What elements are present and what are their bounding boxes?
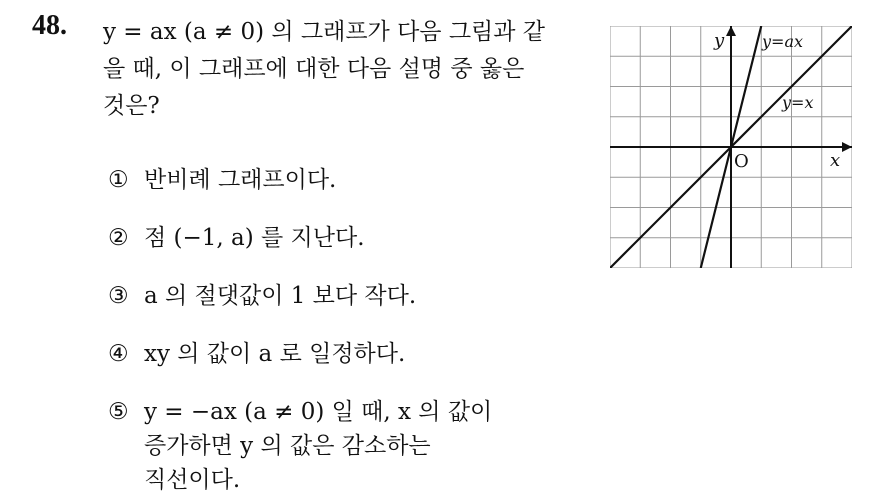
choice-2[interactable] bbox=[108, 221, 365, 255]
choice-1[interactable] bbox=[108, 163, 336, 197]
question-stem bbox=[103, 14, 583, 125]
choice-5-mark: ⑤ bbox=[108, 399, 129, 425]
origin-label: O bbox=[734, 151, 749, 172]
choice-4-mark: ④ bbox=[108, 341, 129, 367]
choice-5-text-line-3: 직선이다. bbox=[144, 467, 241, 493]
stem-line-1: y = ax (a ≠ 0) 의 그래프가 다음 그림과 같 bbox=[103, 19, 546, 45]
y-axis-arrow-icon bbox=[726, 26, 736, 36]
choice-3-text: a 의 절댓값이 1 보다 작다. bbox=[144, 283, 417, 309]
choice-3[interactable] bbox=[108, 279, 416, 313]
choice-1-text: 반비례 그래프이다. bbox=[144, 167, 337, 193]
choice-4-text: xy 의 값이 a 로 일정하다. bbox=[144, 341, 406, 367]
choice-5[interactable] bbox=[108, 395, 492, 497]
x-axis-arrow-icon bbox=[842, 142, 852, 152]
y-axis-label: y bbox=[714, 30, 725, 51]
line-x-label: y=x bbox=[782, 93, 814, 112]
stem-line-2: 을 때, 이 그래프에 대한 다음 설명 중 옳은 bbox=[103, 56, 525, 82]
x-axis-label: x bbox=[830, 150, 841, 171]
stem-line-3: 것은? bbox=[103, 93, 160, 119]
question-number: 48. bbox=[32, 10, 67, 41]
choice-3-mark: ③ bbox=[108, 283, 129, 309]
choice-5-text-line-2: 증가하면 y 의 값은 감소하는 bbox=[144, 433, 431, 459]
choice-1-mark: ① bbox=[108, 167, 129, 193]
choice-4[interactable] bbox=[108, 337, 405, 371]
linear-graph bbox=[610, 26, 852, 268]
line-ax-label: y=ax bbox=[762, 32, 804, 51]
choice-5-text-line-1: y = −ax (a ≠ 0) 일 때, x 의 값이 bbox=[144, 399, 493, 425]
choice-2-mark: ② bbox=[108, 225, 129, 251]
choice-2-text: 점 (−1, a) 를 지난다. bbox=[144, 225, 365, 251]
